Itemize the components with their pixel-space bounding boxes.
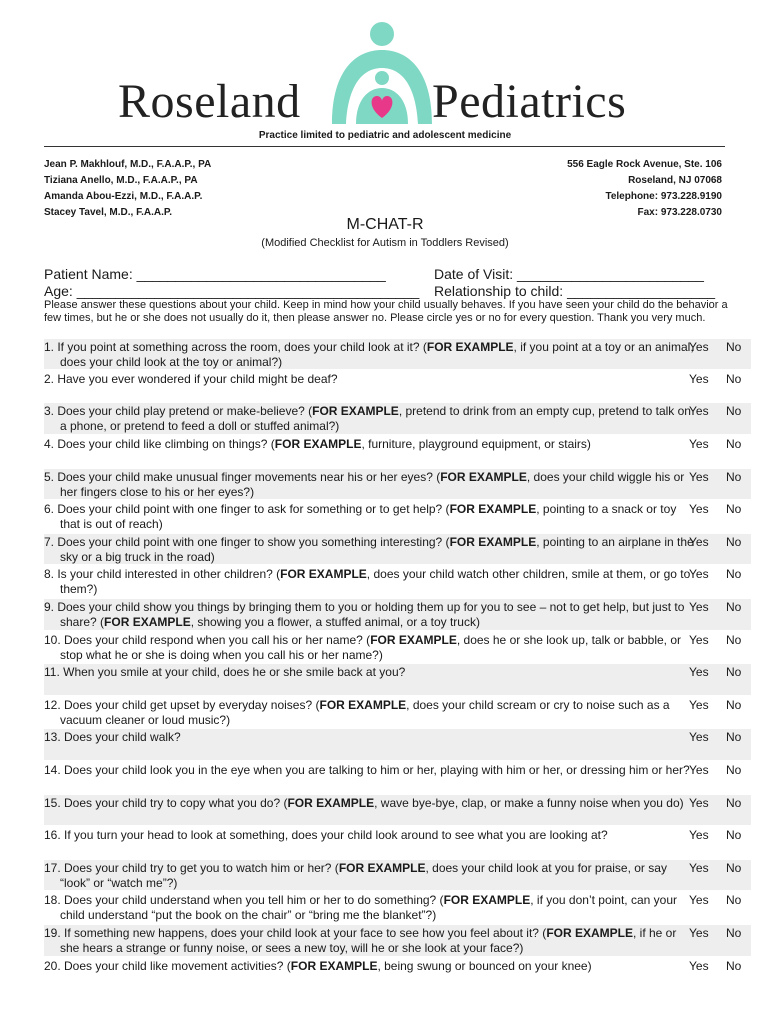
question-text (44, 340, 696, 370)
example-label: FOR EXAMPLE (370, 633, 457, 647)
question-text-part: 12. Does your child get upset by everyday noises? ( (44, 698, 320, 712)
example-label: FOR EXAMPLE (440, 470, 527, 484)
no-option[interactable]: No (726, 763, 742, 777)
example-label: FOR EXAMPLE (546, 926, 633, 940)
example-label: FOR EXAMPLE (443, 893, 531, 907)
yes-option[interactable]: Yes (689, 404, 709, 418)
no-option[interactable]: No (726, 665, 742, 679)
no-option[interactable]: No (726, 404, 742, 418)
question-text-part: 8. Is your child interested in other children? ( (44, 567, 281, 581)
question-text-part: , if you point at a toy or an animal, does your child look at the toy or animal?) (60, 340, 694, 369)
yes-option[interactable]: Yes (689, 340, 709, 354)
question-text-part: , if you don’t point, can your child understand “put the book on the chair” or “bring me the blanket”?) (60, 893, 677, 922)
question-row (44, 729, 751, 760)
question-row (44, 697, 751, 727)
no-option[interactable]: No (726, 437, 742, 451)
question-text-part: 19. If something new happens, does your child look at your face to see how you feel about it? ( (44, 926, 547, 940)
question-text (44, 567, 696, 597)
question-text-part: 18. Does your child understand when you tell him or her to do something? ( (44, 893, 444, 907)
question-row (44, 599, 751, 630)
brand-name-left: Roseland (118, 75, 301, 128)
question-text-part: 20. Does your child like movement activities? ( (44, 959, 291, 973)
question-row (44, 664, 751, 695)
yes-option[interactable]: Yes (689, 796, 709, 810)
no-option[interactable]: No (726, 340, 742, 354)
yes-option[interactable]: Yes (689, 372, 709, 386)
question-text (44, 763, 696, 778)
question-text-part: , showing you a flower, a stuffed animal, or a toy truck) (190, 615, 480, 629)
example-label: FOR EXAMPLE (287, 796, 375, 810)
question-text-part: , being swung or bounced on your knee) (377, 959, 592, 973)
question-text (44, 730, 696, 745)
yes-option[interactable]: Yes (689, 959, 709, 973)
question-text-part: 2. Have you ever wondered if your child might be deaf? (44, 372, 338, 386)
question-row (44, 566, 751, 597)
question-text-part: , furniture, playground equipment, or stairs) (361, 437, 591, 451)
yes-option[interactable]: Yes (689, 502, 709, 516)
question-text (44, 535, 696, 565)
no-option[interactable]: No (726, 600, 742, 614)
question-text-part: 1. If you point at something across the room, does your child look at it? ( (44, 340, 427, 354)
question-text (44, 665, 696, 680)
form-title: M-CHAT-R (346, 216, 424, 233)
yes-option[interactable]: Yes (689, 926, 709, 940)
question-text (44, 372, 696, 387)
yes-option[interactable]: Yes (689, 698, 709, 712)
question-text-part: , does your child wiggle his or her fingers close to his or her eyes?) (60, 470, 685, 499)
question-text-part: , does your child watch other children, smile at them, or go to them?) (60, 567, 691, 596)
no-option[interactable]: No (726, 959, 742, 973)
question-text-part: 16. If you turn your head to look at something, does your child look around to see what you are looking at? (44, 828, 608, 842)
question-row (44, 762, 751, 793)
no-option[interactable]: No (726, 502, 742, 516)
yes-option[interactable]: Yes (689, 470, 709, 484)
family-heart-logo-icon (326, 20, 438, 128)
question-text-part: 15. Does your child try to copy what you do? ( (44, 796, 288, 810)
question-row (44, 892, 751, 923)
practice-address (567, 157, 722, 221)
question-text-part: 6. Does your child point with one finger to ask for something or to get help? ( (44, 502, 450, 516)
yes-option[interactable]: Yes (689, 893, 709, 907)
example-label: FOR EXAMPLE (312, 404, 399, 418)
question-text-part: 9. Does your child show you things by bringing them to you or holding them up for you to see – not to get help, but just to share? ( (44, 600, 685, 629)
example-label: FOR EXAMPLE (280, 567, 367, 581)
no-option[interactable]: No (726, 796, 742, 810)
form-subtitle: (Modified Checklist for Autism in Toddlers Revised) (261, 237, 509, 249)
question-text (44, 470, 696, 500)
no-option[interactable]: No (726, 372, 742, 386)
yes-option[interactable]: Yes (689, 828, 709, 842)
relationship-field[interactable]: Relationship to child: ___________________ (434, 283, 716, 299)
yes-option[interactable]: Yes (689, 633, 709, 647)
yes-option[interactable]: Yes (689, 665, 709, 679)
question-text-part: 17. Does your child try to get you to watch him or her? ( (44, 861, 339, 875)
question-text (44, 893, 696, 923)
question-text (44, 861, 696, 891)
brand-name-right: Pediatrics (432, 75, 627, 128)
question-row (44, 501, 751, 532)
age-field[interactable]: Age: ____________________________________________ (44, 283, 420, 299)
doctor-name: Tiziana Anello, M.D., F.A.A.P., PA (44, 175, 198, 186)
question-text (44, 796, 696, 811)
question-text-part: 14. Does your child look you in the eye when you are talking to him or her, playing with him or her, or dressing him or her? (44, 763, 690, 777)
yes-option[interactable]: Yes (689, 730, 709, 744)
question-row (44, 403, 751, 434)
yes-option[interactable]: Yes (689, 567, 709, 581)
yes-option[interactable]: Yes (689, 535, 709, 549)
example-label: FOR EXAMPLE (290, 959, 378, 973)
question-row (44, 860, 751, 890)
example-label: FOR EXAMPLE (426, 340, 514, 354)
address-line: 556 Eagle Rock Avenue, Ste. 106 (567, 159, 722, 170)
no-option[interactable]: No (726, 567, 742, 581)
date-of-visit-field[interactable]: Date of Visit: ________________________ (434, 266, 704, 282)
no-option[interactable]: No (726, 730, 742, 744)
example-label: FOR EXAMPLE (319, 698, 407, 712)
question-text (44, 502, 696, 532)
question-text (44, 959, 696, 974)
question-text-part: , does your child scream or cry to noise such as a vacuum cleaner or loud music?) (60, 698, 670, 727)
question-text-part: , pointing to an airplane in the sky or a big truck in the road) (60, 535, 694, 564)
question-text-part: 13. Does your child walk? (44, 730, 181, 744)
example-label: FOR EXAMPLE (338, 861, 426, 875)
yes-option[interactable]: Yes (689, 600, 709, 614)
instructions: Please answer these questions about your child. Keep in mind how your child usually behaves. If you have seen your child do the behavior a few times, but he or she does not usually do it, then please answer no. Please circle yes or no for every question. Thank you very much. (44, 299, 728, 324)
question-text-part: , does your child look at you for praise, or say “look” or “watch me”?) (60, 861, 667, 890)
question-text-part: 11. When you smile at your child, does he or she smile back at you? (44, 665, 406, 679)
no-option[interactable]: No (726, 698, 742, 712)
question-text (44, 600, 696, 630)
doctor-name: Amanda Abou-Ezzi, M.D., F.A.A.P. (44, 191, 203, 202)
no-option[interactable]: No (726, 893, 742, 907)
no-option[interactable]: No (726, 633, 742, 647)
question-row (44, 925, 751, 956)
question-text-part: 5. Does your child make unusual finger movements near his or her eyes? ( (44, 470, 441, 484)
question-text-part: 4. Does your child like climbing on things? ( (44, 437, 275, 451)
question-row (44, 469, 751, 499)
example-label: FOR EXAMPLE (274, 437, 362, 451)
question-text (44, 698, 696, 728)
tagline: Practice limited to pediatric and adolescent medicine (258, 130, 512, 141)
patient-name-field[interactable]: Patient Name: ________________________________ (44, 266, 386, 282)
question-text (44, 437, 696, 452)
doctor-name: Stacey Tavel, M.D., F.A.A.P. (44, 207, 173, 218)
no-option[interactable]: No (726, 828, 742, 842)
question-row (44, 534, 751, 564)
doctor-list (44, 157, 211, 221)
question-text-part: , if he or she hears a strange or funny noise, or sees a new toy, will he or she look at your face?) (60, 926, 677, 955)
doctor-name: Jean P. Makhlouf, M.D., F.A.A.P., PA (44, 159, 212, 170)
question-row (44, 371, 751, 401)
no-option[interactable]: No (726, 535, 742, 549)
yes-option[interactable]: Yes (689, 437, 709, 451)
question-text-part: , pretend to drink from an empty cup, pretend to talk on a phone, or pretend to feed a doll or stuffed animal?) (60, 404, 691, 433)
no-option[interactable]: No (726, 926, 742, 940)
header-divider (44, 146, 725, 147)
question-text (44, 404, 696, 434)
question-text (44, 926, 696, 956)
example-label: FOR EXAMPLE (449, 535, 537, 549)
yes-option[interactable]: Yes (689, 861, 709, 875)
question-row (44, 958, 751, 978)
question-row (44, 436, 751, 467)
question-text (44, 633, 696, 663)
question-row (44, 827, 751, 858)
question-row (44, 795, 751, 825)
question-text-part: , does he or she look up, talk or babble, or stop what he or she is doing when you call his or her name?) (60, 633, 681, 662)
yes-option[interactable]: Yes (689, 763, 709, 777)
no-option[interactable]: No (726, 861, 742, 875)
question-row (44, 632, 751, 662)
question-text-part: 3. Does your child play pretend or make-believe? ( (44, 404, 313, 418)
example-label: FOR EXAMPLE (104, 615, 191, 629)
question-text (44, 828, 696, 843)
question-text-part: , wave bye-bye, clap, or make a funny noise when you do) (374, 796, 684, 810)
address-line: Telephone: 973.228.9190 (605, 191, 722, 202)
example-label: FOR EXAMPLE (449, 502, 537, 516)
no-option[interactable]: No (726, 470, 742, 484)
address-line: Fax: 973.228.0730 (637, 207, 722, 218)
question-text-part: 10. Does your child respond when you call his or her name? ( (44, 633, 371, 647)
question-row (44, 339, 751, 369)
question-text-part: 7. Does your child point with one finger to show you something interesting? ( (44, 535, 450, 549)
address-line: Roseland, NJ 07068 (628, 175, 722, 186)
question-text-part: , pointing to a snack or toy that is out of reach) (60, 502, 677, 531)
